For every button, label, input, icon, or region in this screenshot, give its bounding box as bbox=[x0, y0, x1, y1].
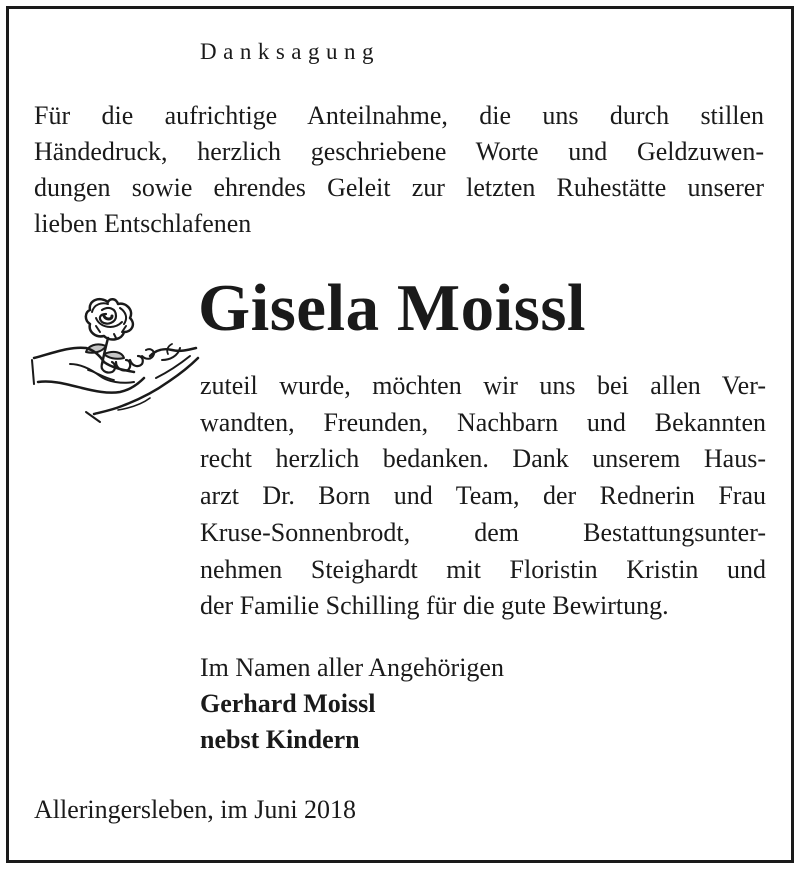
signer-addition: nebst Kindern bbox=[200, 725, 360, 754]
intro-paragraph bbox=[34, 98, 764, 242]
intro-line: Händedruck, herzlich geschriebene Worte und Geldzuwen- bbox=[34, 137, 764, 166]
thanks-paragraph bbox=[200, 368, 766, 625]
intro-line: Für die aufrichtige Anteilnahme, die uns durch stillen bbox=[34, 101, 764, 130]
signature-block bbox=[200, 650, 504, 758]
intro-line: lieben Entschlafenen bbox=[34, 209, 252, 238]
body-line: wandten, Freunden, Nachbarn und Bekannten bbox=[200, 407, 766, 437]
deceased-name: Gisela Moissl bbox=[198, 271, 587, 345]
body-line: zuteil wurde, möchten wir uns bei allen Ver- bbox=[200, 371, 766, 400]
body-line: der Familie Schilling für die gute Bewirtung. bbox=[200, 591, 669, 621]
signature-intro: Im Namen aller Angehörigen bbox=[200, 653, 504, 682]
signer-name: Gerhard Moissl bbox=[200, 689, 376, 718]
intro-line: dungen sowie ehrendes Geleit zur letzten Ruhestätte unserer bbox=[34, 173, 764, 202]
body-line: recht herzlich bedanken. Dank unserem Haus- bbox=[200, 444, 766, 474]
body-line: nehmen Steighardt mit Floristin Kristin und bbox=[200, 554, 766, 584]
body-line: arzt Dr. Born und Team, der Rednerin Frau bbox=[200, 481, 766, 511]
body-line: Kruse-Sonnenbrodt, dem Bestattungsunter- bbox=[200, 517, 766, 547]
notice-heading: Danksagung bbox=[200, 39, 380, 64]
rose-in-hands-icon bbox=[30, 288, 200, 428]
place-date: Alleringersleben, im Juni 2018 bbox=[34, 795, 357, 824]
